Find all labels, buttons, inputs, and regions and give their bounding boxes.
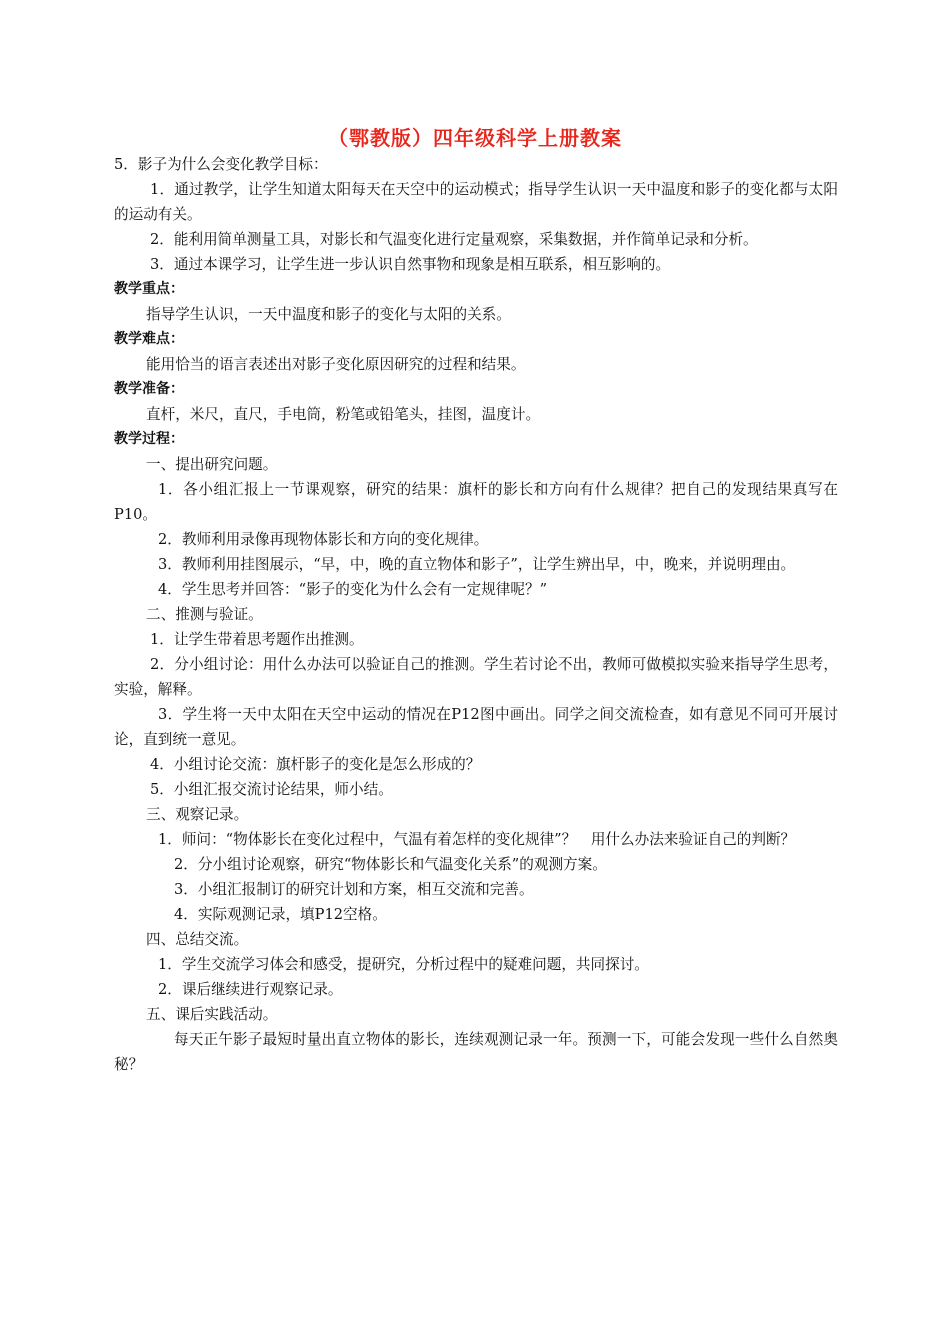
paragraph: 1．各小组汇报上一节课观察，研究的结果：旗杆的影长和方向有什么规律？把自己的发现结果真写在P10。 bbox=[114, 481, 838, 523]
paragraph: 5．影子为什么会变化教学目标： bbox=[114, 156, 328, 173]
paragraph: 3．教师利用挂图展示，“早，中，晚的直立物体和影子”，让学生辨出早，中，晚来，并说明理由。 bbox=[158, 556, 796, 573]
paragraph: 1．学生交流学习体会和感受，提研究，分析过程中的疑难问题，共同探讨。 bbox=[158, 956, 649, 973]
paragraph: 1．师问：“物体影长在变化过程中，气温有着怎样的变化规律”？ 用什么办法来验证自己的判断？ bbox=[158, 831, 796, 848]
document-title: （鄂教版）四年级科学上册教案 bbox=[328, 126, 622, 150]
paragraph: 2．分小组讨论观察，研究“物体影长和气温变化关系”的观测方案。 bbox=[174, 856, 607, 873]
document-body bbox=[114, 152, 838, 1077]
paragraph: 二、推测与验证。 bbox=[146, 606, 263, 623]
paragraph: 三、观察记录。 bbox=[146, 806, 249, 823]
paragraph: 1．让学生带着思考题作出推测。 bbox=[150, 631, 364, 648]
section-heading: 教学难点： bbox=[114, 331, 184, 347]
paragraph: 4．学生思考并回答：“影子的变化为什么会有一定规律呢？” bbox=[158, 581, 548, 598]
section-heading: 教学重点： bbox=[114, 281, 184, 297]
paragraph: 2．能利用简单测量工具，对影长和气温变化进行定量观察，采集数据，并作简单记录和分析。 bbox=[150, 231, 758, 248]
paragraph: 4．实际观测记录，填P12空格。 bbox=[174, 906, 387, 923]
paragraph: 指导学生认识，一天中温度和影子的变化与太阳的关系。 bbox=[146, 306, 511, 323]
section-heading: 教学过程： bbox=[114, 431, 184, 447]
paragraph: 5．小组汇报交流讨论结果，师小结。 bbox=[150, 781, 393, 798]
paragraph: 2．教师利用录像再现物体影长和方向的变化规律。 bbox=[158, 531, 489, 548]
paragraph: 五、课后实践活动。 bbox=[146, 1006, 278, 1023]
section-heading: 教学准备： bbox=[114, 381, 184, 397]
paragraph: 3．通过本课学习，让学生进一步认识自然事物和现象是相互联系，相互影响的。 bbox=[150, 256, 671, 273]
paragraph: 2．分小组讨论：用什么办法可以验证自己的推测。学生若讨论不出，教师可做模拟实验来指导学生思考，实验，解释。 bbox=[114, 656, 838, 698]
paragraph: 3．学生将一天中太阳在天空中运动的情况在P12图中画出。同学之间交流检查，如有意见不同可开展讨论，直到统一意见。 bbox=[114, 706, 838, 748]
paragraph: 每天正午影子最短时量出直立物体的影长，连续观测记录一年。预测一下，可能会发现一些什么自然奥秘？ bbox=[114, 1031, 838, 1073]
paragraph: 3．小组汇报制订的研究计划和方案，相互交流和完善。 bbox=[174, 881, 534, 898]
paragraph: 2．课后继续进行观察记录。 bbox=[158, 981, 343, 998]
paragraph: 直杆，米尺，直尺，手电筒，粉笔或铅笔头，挂图，温度计。 bbox=[146, 406, 541, 423]
paragraph: 一、提出研究问题。 bbox=[146, 456, 278, 473]
paragraph: 1．通过教学，让学生知道太阳每天在天空中的运动模式；指导学生认识一天中温度和影子的变化都与太阳的运动有关。 bbox=[114, 181, 838, 223]
paragraph: 4．小组讨论交流：旗杆影子的变化是怎么形成的？ bbox=[150, 756, 481, 773]
paragraph: 四、总结交流。 bbox=[146, 931, 249, 948]
paragraph: 能用恰当的语言表述出对影子变化原因研究的过程和结果。 bbox=[146, 356, 526, 373]
